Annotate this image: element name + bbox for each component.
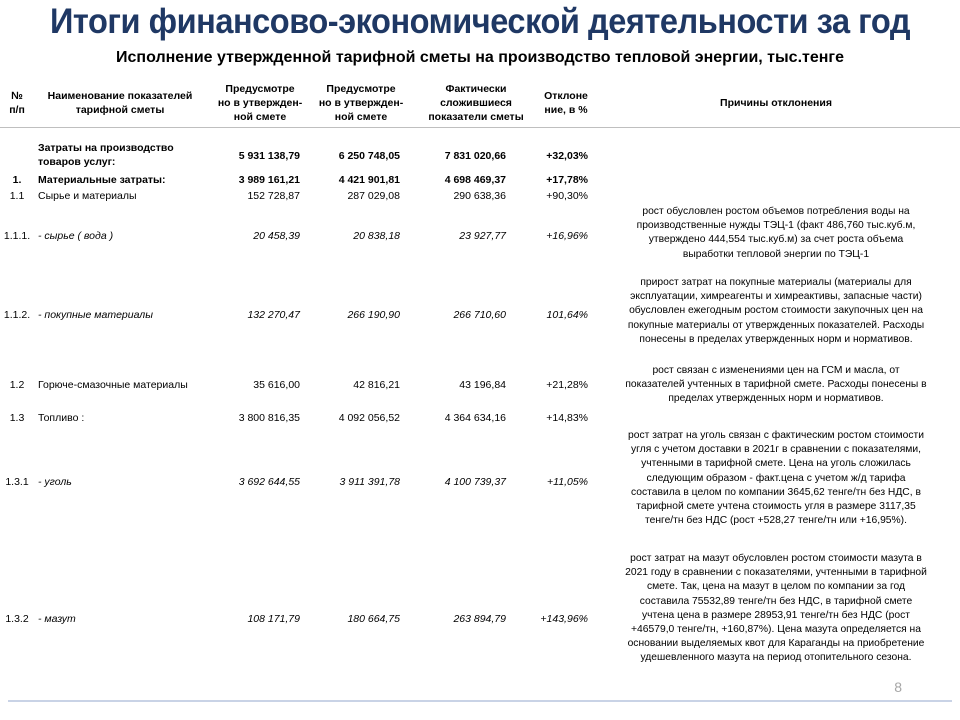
header-plan1: Предусмотре но в утвержден- ной смете [217,83,303,123]
cell-plan1: 132 270,47 [247,309,300,321]
cell-dev: +32,03% [546,150,588,162]
cell-plan2: 3 911 391,78 [339,476,400,488]
cell-name: - мазут [38,613,76,625]
cell-dev: +17,78% [546,174,588,186]
cell-plan2: 42 816,21 [353,379,400,391]
cell-name: Материальные затраты: [38,174,166,186]
cell-num: 1. [12,174,22,186]
header-plan2: Предусмотре но в утвержден- ной смете [318,83,404,123]
cell-name: Горюче-смазочные материалы [38,379,188,391]
page-subtitle: Исполнение утвержденной тарифной сметы на производство тепловой энергии, тыс.тенге [116,49,844,66]
header-deviation: Отклоне ние, в % [544,90,588,116]
cell-plan2: 287 029,08 [347,190,400,202]
cell-reason: прирост затрат на покупные материалы (материалы для эксплуатации, химреагенты и химреактивы, запасные части) обусловлен ежегодным ростом стоимости закупочных цен на покупные материалы от утвержденных показателей. Расходы понесены в пределах утвержденных норм и нормативов. [627,277,925,345]
cell-dev: +11,05% [547,476,588,488]
cell-fact: 4 698 469,37 [444,174,506,186]
cell-plan2: 6 250 748,05 [338,150,400,162]
cell-num: 1.1 [9,190,25,202]
cell-name: - покупные материалы [38,309,153,321]
page-title: Итоги финансово-экономической деятельности за год [49,2,911,41]
cell-name: - уголь [38,476,72,488]
cell-plan2: 4 092 056,52 [338,412,400,424]
cell-fact: 23 927,77 [459,230,506,242]
cell-plan2: 180 664,75 [347,613,400,625]
cell-reason: рост обусловлен ростом объемов потребления воды на производственные нужды ТЭЦ-1 (факт 486,760 тыс.куб.м, утверждено 444,554 тыс.куб.м) за счет роста объема выработки тепловой энергии по ТЭЦ-1 [636,206,916,260]
cell-reason: рост затрат на мазут обусловлен ростом стоимости мазута в 2021 году в сравнении с показателями, учтенными в тарифной смете. Так, цена на мазут в целом по компании за год составила 75532,89 тенге/тн без НДС, в тарифной смете учтена цена в размере 28953,91 тенге/тн без НДС (рост +46579,0 тенге/тн, +160,87%). Цена мазута определяется на основании выделяемых квот для Караганды на приобретение удешевленного мазута на период отопительного сезона. [625,553,927,664]
cell-plan2: 20 838,18 [353,230,400,242]
cell-fact: 266 710,60 [453,309,506,321]
cell-plan1: 3 800 816,35 [238,412,300,424]
cell-plan2: 266 190,90 [347,309,400,321]
cell-fact: 4 364 634,16 [444,412,506,424]
cell-dev: +90,30% [546,190,588,202]
cell-fact: 290 638,36 [453,190,506,202]
cell-reason: рост связан с изменениями цен на ГСМ и масла, от показателей учтенных в тарифной смете. Расходы понесены в пределах утвержденных норм и нормативов. [625,365,927,405]
cell-dev: +16,96% [546,230,588,242]
cell-reason: рост затрат на уголь связан с фактическим ростом стоимости угля с учетом доставки в 2021г в сравнении с показателями, учтенными в тарифной смете. Цена на уголь сложилась следующим образом - факт.цена с учетом ж/д тарифа составила в целом по компании 3645,62 тенге/тн без НДС, в тарифной смете учтена стоимость угля в размере 3117,35 тенге/тн без НДС (рост +528,27 тенге/тн или +16,95%). [628,430,924,527]
cell-plan1: 3 692 644,55 [238,476,300,488]
cell-fact: 7 831 020,66 [444,150,506,162]
header-fact: Фактически сложившиеся показатели сметы [428,83,524,123]
cell-num: 1.3.2 [5,613,29,625]
cell-name: Топливо : [38,412,85,424]
cell-name: Сырье и материалы [38,190,137,202]
cell-dev: +21,28% [546,379,588,391]
cell-plan1: 35 616,00 [253,379,300,391]
header-reason: Причины отклонения [720,97,832,109]
header-rule [0,127,960,128]
cell-plan1: 5 931 138,79 [238,150,300,162]
cell-plan1: 152 728,87 [247,190,300,202]
page-number: 8 [894,679,902,695]
cell-num: 1.1.2. [3,309,31,321]
cell-fact: 43 196,84 [459,379,506,391]
cell-plan1: 20 458,39 [253,230,300,242]
cell-name: - сырье ( вода ) [38,230,114,242]
cell-dev: +14,83% [546,412,588,424]
cell-num: 1.3.1 [5,476,29,488]
cell-num: 1.3 [9,412,25,424]
cell-dev: 101,64% [546,309,588,321]
cell-num: 1.1.1. [3,230,31,242]
cell-num: 1.2 [9,379,25,391]
cell-fact: 4 100 739,37 [444,476,506,488]
cell-plan2: 4 421 901,81 [338,174,400,186]
header-name: Наименование показателей тарифной сметы [47,90,193,116]
bottom-rule [8,700,952,702]
header-num: № п/п [9,90,25,116]
cell-plan1: 3 989 161,21 [238,174,300,186]
cell-plan1: 108 171,79 [247,613,300,625]
cell-fact: 263 894,79 [453,613,506,625]
budget-table [0,80,960,705]
cell-name: Затраты на производство товаров услуг: [38,142,174,168]
cell-dev: +143,96% [540,613,588,625]
